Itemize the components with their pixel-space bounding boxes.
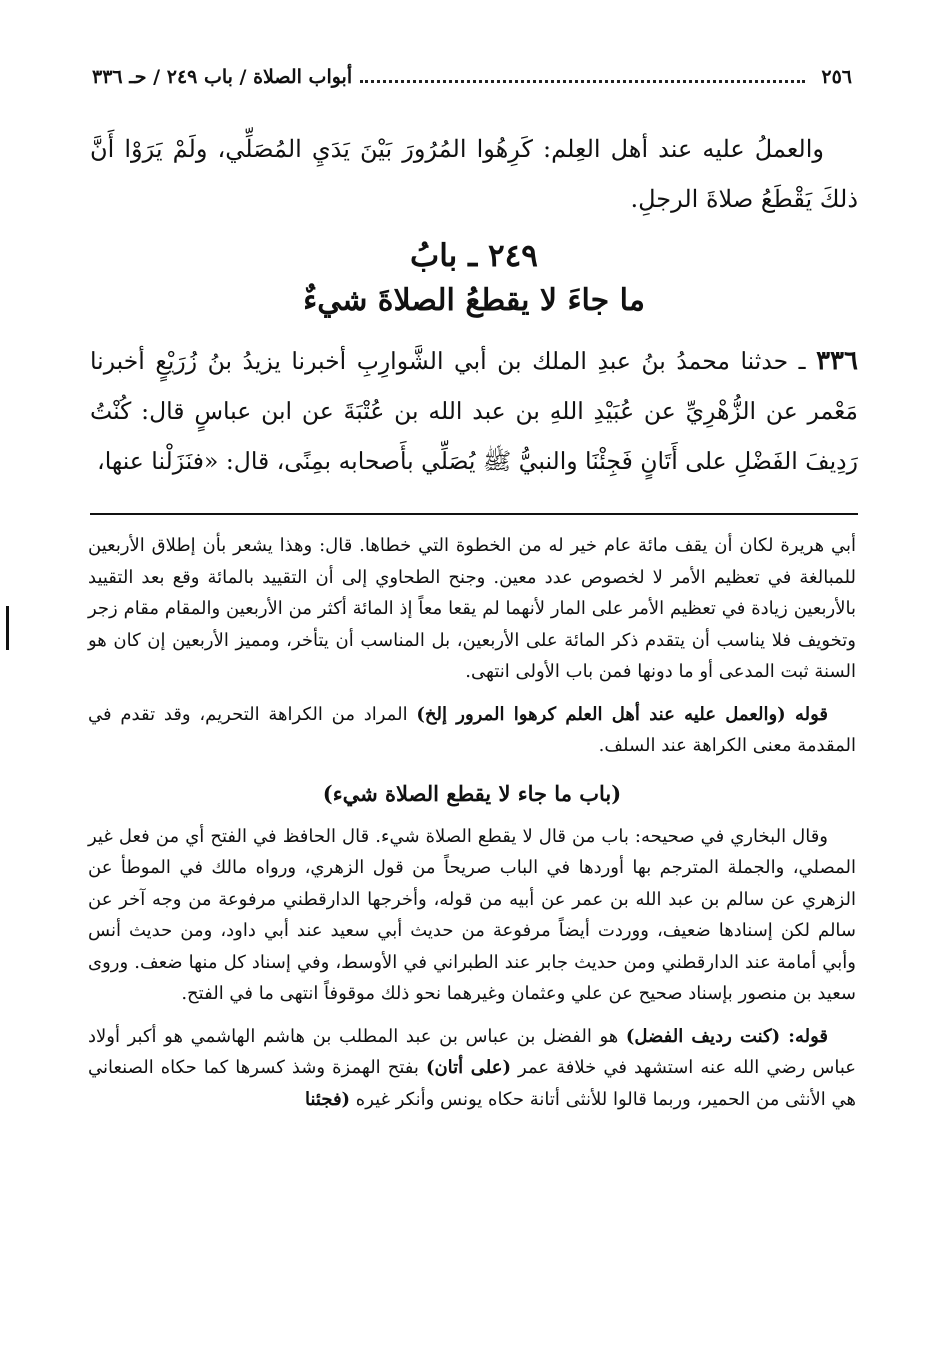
- hadith-text: ـ حدثنا محمدُ بنُ عبدِ الملك بن أبي الشَّوارِبِ أخبرنا يزيدُ بنُ زُرَيْعٍ أخبرنا مَعْمر عن الزُّهْرِيِّ عن عُبَيْدِ اللهِ بن عبد الله بن عُتْبَةَ عن ابن عباسٍ قال: كُنْتُ رَدِيفَ الفَضْلِ على أَتَانٍ فَجِئْنَا والنبيُّ ﷺ يُصَلِّي بأَصحابه بمِنًى، قال: «فنَزَلْنا عنها،: [90, 347, 858, 475]
- commentary-paragraph-2: [88, 699, 856, 762]
- commentary-text-4b: بفتح الهمزة وشذ كسرها كما حكاه الصنعاني هي الأنثى من الحمير، وربما قالوا للأنثى أتانة حكاه يونس وأنكر غيره: [88, 1057, 856, 1110]
- header-leader-dots: [360, 80, 805, 83]
- commentary-lemma-2: قوله (والعمل عليه عند أهل العلم كرهوا المرور إلخ): [416, 703, 828, 725]
- commentary-lemma-4: قوله: (كنت رديف الفضل): [625, 1025, 828, 1047]
- chapter-title: ما جاءَ لا يقطعُ الصلاةَ شيءٌ: [303, 283, 645, 318]
- intro-paragraph: والعملُ عليه عند أهل العِلم: كَرِهُوا المُرُورَ بَيْنَ يَدَيِ المُصَلِّي، ولَمْ يَرَوْا أَنَّ ذلكَ يَقْطَعُ صلاةَ الرجلِ.: [90, 135, 858, 213]
- footnote-divider: [90, 513, 858, 515]
- commentary-paragraph-4: [88, 1021, 856, 1116]
- page-number: ٢٥٦: [821, 66, 852, 88]
- commentary-lemma-4c: (فجئنا: [304, 1088, 351, 1110]
- main-text: [90, 124, 858, 486]
- hadith-paragraph: [90, 336, 858, 486]
- commentary-text-4a: هو الفضل بن عباس بن عبد المطلب بن هاشم الهاشمي هو أكبر أولاد عباس رضي الله عنه استشهد في خلافة عمر: [88, 1025, 856, 1078]
- chapter-number: ٢٤٩ ـ بابُ: [410, 238, 538, 274]
- commentary-text-2: المراد من الكراهة التحريم، وقد تقدم في المقدمة معنى الكراهة عند السلف.: [88, 703, 856, 756]
- hadith-number: ٣٣٦: [816, 346, 858, 376]
- commentary-section: [88, 530, 856, 1115]
- page-header: [92, 62, 852, 92]
- commentary-sub-heading: (باب ما جاء لا يقطع الصلاة شيء): [322, 780, 622, 806]
- commentary-paragraph-1: أبي هريرة لكان أن يقف مائة عام خير له من الخطوة التي خطاها. قال: وهذا يشعر بأن إطلاق الأربعين للمبالغة في تعظيم الأمر لا لخصوص عدد معين. وجنح الطحاوي إلى أن التقييد بالمائة وقع بعد التقييد بالأربعين زيادة في تعظيم الأمر على المار لأنهما لم يقعا معاً إذ المائة أكثر من الأربعين والمقام مقام زجر وتخويف فلا يناسب أن يتقدم ذكر المائة على الأربعين، بل المناسب أن يتأخر، ومميز الأربعين إن كان هو السنة ثبت المدعى أو ما دونها فمن باب الأولى انتهى.: [88, 535, 856, 682]
- commentary-paragraph-3: وقال البخاري في صحيحه: باب من قال لا يقطع الصلاة شيء. قال الحافظ في الفتح أي من فعل غير المصلي، والجملة المترجم بها أوردها في الباب صريحاً من قول الزهري، ورواه مالك في الموطأ عن الزهري عن سالم بن عبد الله بن عمر عن أبيه من قوله، وأخرجها الدارقطني مرفوعة من وجه آخر عن سالم لكن إسنادها ضعيف، ووردت أيضاً مرفوعة من حديث أبي سعيد عند أبي داود، ومن حديث أنس وأبي أمامة عند الدارقطني ومن حديث جابر عند الطبراني في الأوسط، وفي إسناد كل منها ضعف. وروى سعيد بن منصور بإسناد صحيح عن علي وعثمان وغيرهما نحو ذلك موقوفاً انتهى ما في الفتح.: [88, 825, 856, 1004]
- commentary-lemma-4b: (على أتان): [425, 1057, 511, 1078]
- margin-scan-mark: [6, 606, 9, 650]
- running-title: أبواب الصلاة / باب ٢٤٩ / حـ ٣٣٦: [92, 66, 353, 88]
